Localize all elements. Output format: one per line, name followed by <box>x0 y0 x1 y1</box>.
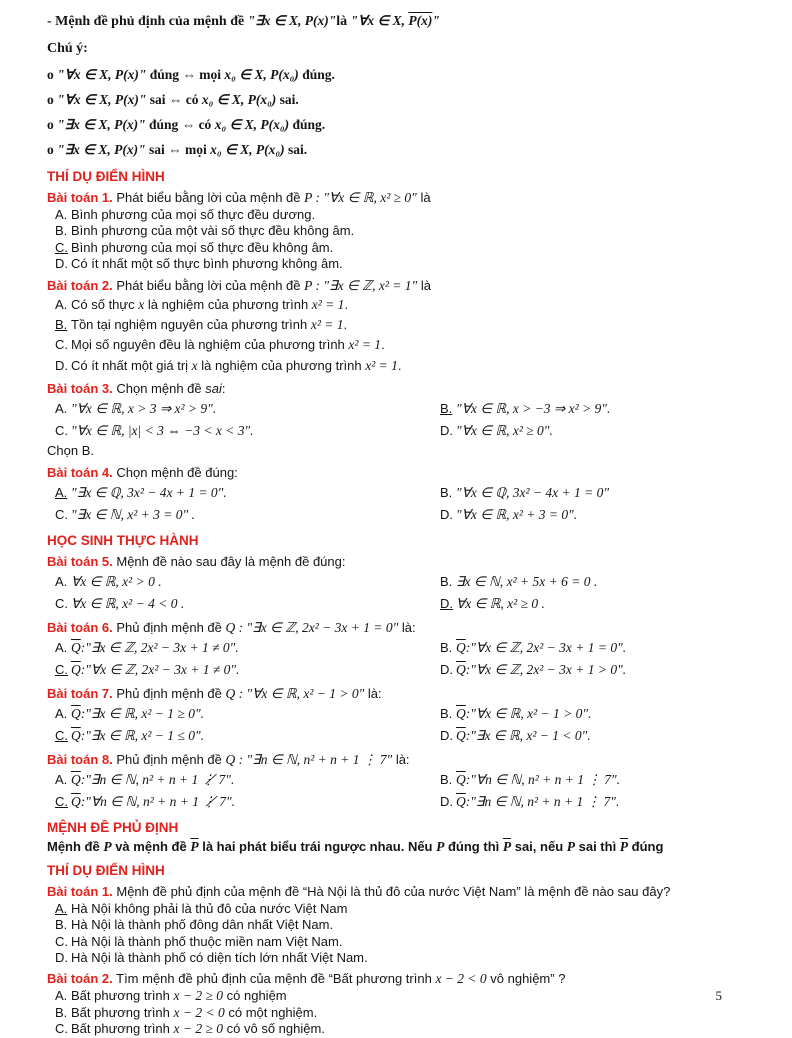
problem-2-label: Bài toán 2. <box>47 277 113 293</box>
problem-8-math: Q : "∃n ∈ ℕ, n² + n + 1 ⋮ 7" <box>225 752 393 768</box>
option-d <box>440 725 748 747</box>
option-text: Hà Nội là thành phố có diện tích lớn nhất Việt Nam. <box>71 949 368 965</box>
problem-7-text: Phủ định mệnh đề <box>112 686 226 702</box>
problem-10-tail: vô nghiệm” ? <box>486 971 566 987</box>
problem-8-options <box>47 769 748 813</box>
problem-2-text: Phát biểu bằng lời của mệnh đề <box>112 277 305 293</box>
problem-3-text: Chọn mệnh đề <box>112 381 206 397</box>
option-math: ∀x ∈ ℝ, x² > 0 . <box>71 574 162 590</box>
note-bullet-2 <box>47 87 748 112</box>
option-a <box>55 571 440 593</box>
q-bar: $\overline{Q}$ <box>456 772 466 788</box>
option-letter: B. <box>440 772 453 788</box>
option-d <box>47 356 748 376</box>
option-math: x − 2 ≥ 0 <box>173 1021 224 1037</box>
iff-symbol: ⇔ <box>168 92 183 107</box>
para-text: đúng thì <box>444 839 503 855</box>
option-math: "∀x ∈ ℝ, x² + 3 = 0". <box>456 507 578 523</box>
para-text: sai thì <box>575 839 620 855</box>
option-math: x − 2 < 0 <box>173 1004 225 1020</box>
problem-6-text: Phủ định mệnh đề <box>112 620 226 636</box>
quantifier-word: có <box>198 117 212 132</box>
p-var: P <box>436 839 445 855</box>
q-bar: $\overline{Q}$ <box>71 640 81 656</box>
option-d <box>47 950 748 966</box>
option-text: Bất phương trình <box>71 1004 174 1020</box>
problem-2-title <box>47 276 748 295</box>
problem-1-math: P : "∀x ∈ ℝ, x² ≥ 0" <box>304 190 417 205</box>
problem-2-math: P : "∃x ∈ ℤ, x² = 1" <box>304 277 418 293</box>
problem-1-options <box>47 207 748 273</box>
problem-1-tail: là <box>416 190 431 205</box>
option-d <box>440 791 748 813</box>
q-bar: $\overline{Q}$ <box>71 794 81 810</box>
option-math <box>456 706 591 721</box>
option-text: . <box>397 357 402 373</box>
q-bar: $\overline{Q}$ <box>456 640 466 656</box>
option-letter: C. <box>55 662 68 678</box>
note-heading: Chú ý: <box>47 41 88 56</box>
option-math-rest: :"∀x ∈ ℝ, x² − 1 > 0". <box>465 706 592 722</box>
bullet-marker: o <box>47 142 54 157</box>
option-math: x <box>191 357 198 373</box>
p-var: P <box>566 839 575 855</box>
truth-word: sai. <box>279 92 299 107</box>
math-statement: "∀x ∈ X, P(x)" <box>57 92 147 107</box>
truth-word: sai. <box>287 142 308 157</box>
q-bar: $\overline{Q}$ <box>71 706 81 722</box>
option-text: Bất phương trình <box>71 988 174 1004</box>
option-math: "∀x ∈ ℝ, x > −3 ⇒ x² > 9". <box>456 401 611 417</box>
option-c-correct <box>55 725 440 747</box>
option-b <box>47 1005 748 1021</box>
problem-5-options <box>47 571 748 615</box>
option-b-correct <box>440 398 748 420</box>
option-letter: B. <box>55 223 68 239</box>
p-var: P <box>103 839 112 855</box>
q-bar: $\overline{Q}$ <box>456 794 466 810</box>
option-letter: B. <box>440 706 453 722</box>
option-d <box>440 504 748 526</box>
option-math: "∃x ∈ ℚ, 3x² − 4x + 1 = 0". <box>71 485 227 501</box>
problem-5-text: Mệnh đề nào sau đây là mệnh đề đúng: <box>112 554 346 570</box>
option-letter: D. <box>440 728 453 744</box>
truth-word: đúng. <box>302 67 335 82</box>
option-math: "∀x ∈ ℝ, x² ≥ 0". <box>456 423 553 439</box>
option-letter: D. <box>440 794 453 810</box>
option-text: Bình phương của mọi số thực đều dương. <box>71 207 316 222</box>
option-letter: C. <box>55 1021 68 1037</box>
option-letter: C. <box>55 933 68 949</box>
option-c <box>55 420 440 442</box>
intro-text: là <box>336 14 348 29</box>
problem-9-text: Mệnh đề phủ định của mệnh đề “Hà Nội là thủ đô của nước Việt Nam” là mệnh đề nào sau đây? <box>112 883 671 899</box>
problem-3-italic-word: sai <box>205 381 222 397</box>
truth-word: đúng <box>149 67 180 82</box>
option-letter: C. <box>55 239 68 255</box>
option-b <box>47 223 748 239</box>
problem-10-math: x − 2 < 0 <box>435 971 487 987</box>
problem-10-label: Bài toán 2. <box>47 971 113 987</box>
option-math: "∀x ∈ ℚ, 3x² − 4x + 1 = 0" <box>456 485 610 501</box>
option-text: Hà Nội là thành phố đông dân nhất Việt Nam. <box>71 917 334 933</box>
option-math <box>71 640 239 655</box>
quantifier-word: mọi <box>185 142 207 157</box>
problem-6-options <box>47 637 748 681</box>
truth-word: sai <box>149 92 166 107</box>
p-bar: $\overline{P}$ <box>619 839 629 855</box>
option-text: Hà Nội không phải là thủ đô của nước Việt Nam <box>71 900 348 916</box>
truth-word: sai <box>149 142 165 157</box>
option-math-rest: :"∀x ∈ ℤ, 2x² − 3x + 1 > 0". <box>465 662 627 678</box>
problem-8-tail: là: <box>392 752 410 768</box>
option-text: . <box>344 296 349 312</box>
option-math: "∃x ∈ ℕ, x² + 3 = 0" . <box>71 507 195 523</box>
option-math: x − 2 ≥ 0 <box>173 988 224 1004</box>
problem-1-title <box>47 188 748 207</box>
option-c-correct <box>55 659 440 681</box>
q-bar: $\overline{Q}$ <box>456 662 466 678</box>
option-text: Bình phương của một vài số thực đều không âm. <box>71 223 355 239</box>
option-letter: A. <box>55 706 68 722</box>
option-c <box>55 593 440 615</box>
option-math-rest: :"∀n ∈ ℕ, n² + n + 1 ⋮ 7". <box>465 772 621 788</box>
para-text: sai, nếu <box>511 839 567 855</box>
math-forall-statement: "∀x ∈ X, <box>350 13 409 28</box>
truth-word: đúng <box>149 117 179 132</box>
option-letter: A. <box>55 485 68 501</box>
option-letter: A. <box>55 401 68 417</box>
option-letter: B. <box>440 574 453 590</box>
quantifier-word: có <box>185 92 199 107</box>
option-math <box>71 794 235 809</box>
math-close-quote: " <box>432 13 440 28</box>
option-math <box>71 772 234 787</box>
section-heading-hoc-sinh-thuc-hanh: HỌC SINH THỰC HÀNH <box>47 533 199 549</box>
option-math: x² = 1 <box>310 317 344 333</box>
option-c <box>47 934 748 950</box>
option-math: x² = 1 <box>365 357 398 373</box>
problem-10-title <box>47 969 748 988</box>
note-bullet-1 <box>47 62 748 87</box>
intro-text: - Mệnh đề phủ định của mệnh đề <box>47 14 248 29</box>
bullet-marker: o <box>47 117 54 132</box>
para-text: đúng <box>628 839 664 855</box>
option-text: Có số thực <box>71 296 139 312</box>
option-b <box>440 769 748 791</box>
math-overline-px: P(x) <box>408 13 433 28</box>
para-text: và mệnh đề <box>111 839 191 855</box>
option-letter: B. <box>440 640 453 656</box>
option-text: có nghiệm <box>223 988 287 1004</box>
problem-2-tail: là <box>417 277 431 293</box>
option-math-rest: :"∀x ∈ ℤ, 2x² − 3x + 1 ≠ 0". <box>80 662 240 678</box>
option-letter: A. <box>55 772 68 788</box>
problem-10-options <box>47 988 748 1037</box>
option-math <box>456 640 626 655</box>
option-a <box>47 207 748 223</box>
option-letter: C. <box>55 596 68 612</box>
option-b <box>440 637 748 659</box>
option-math-rest: :"∃n ∈ ℕ, n² + n + 1 ⋮̸ 7". <box>80 772 235 788</box>
problem-10-text: Tìm mệnh đề phủ định của mệnh đề “Bất phương trình <box>112 971 436 987</box>
option-math-rest: :"∃x ∈ ℝ, x² − 1 < 0". <box>465 728 591 744</box>
option-letter: A. <box>55 640 68 656</box>
math-statement: "∃x ∈ X, P(x)" <box>57 117 146 132</box>
problem-9-title <box>47 882 748 901</box>
math-instance: x₀ ∈ X, P(x₀) <box>201 92 277 107</box>
option-b <box>47 917 748 933</box>
math-statement: "∀x ∈ X, P(x)" <box>57 67 147 82</box>
option-letter: B. <box>55 917 68 933</box>
option-letter: C. <box>55 507 68 523</box>
option-text: có vô số nghiệm. <box>223 1021 325 1037</box>
math-instance: x₀ ∈ X, P(x₀) <box>214 117 290 132</box>
option-d <box>440 659 748 681</box>
problem-6-label: Bài toán 6. <box>47 620 113 636</box>
option-text: Mọi số nguyên đều là nghiệm của phương trình <box>71 337 349 353</box>
q-bar: $\overline{Q}$ <box>71 662 81 678</box>
option-text: Có ít nhất một giá trị <box>71 357 192 373</box>
option-letter: D. <box>440 662 453 678</box>
option-math <box>71 706 204 721</box>
option-math <box>456 728 591 743</box>
option-text: có một nghiệm. <box>224 1004 318 1020</box>
option-math <box>71 728 204 743</box>
para-text: Mệnh đề <box>47 839 104 855</box>
iff-symbol: ⇔ <box>182 67 196 82</box>
problem-7-tail: là: <box>364 686 382 702</box>
chosen-answer-note: Chọn B. <box>47 443 94 459</box>
option-math-rest: :"∃n ∈ ℕ, n² + n + 1 ⋮ 7". <box>465 794 620 810</box>
option-text: Tồn tại nghiệm nguyên của phương trình <box>71 317 311 333</box>
option-text: . <box>381 337 385 353</box>
option-math: "∀x ∈ ℝ, x > 3 ⇒ x² > 9". <box>71 401 217 417</box>
problem-5-title <box>47 552 748 571</box>
problem-3-options <box>47 398 748 442</box>
problem-5-label: Bài toán 5. <box>47 554 113 570</box>
problem-7-title <box>47 684 748 703</box>
option-math: "∀x ∈ ℝ, |x| < 3 ⇔ −3 < x < 3". <box>71 423 254 439</box>
q-bar: $\overline{Q}$ <box>71 772 81 788</box>
option-letter: D. <box>55 256 68 272</box>
option-math-rest: :"∃x ∈ ℝ, x² − 1 ≥ 0". <box>80 706 204 722</box>
option-letter: B. <box>55 317 68 333</box>
problem-7-math: Q : "∀x ∈ ℝ, x² − 1 > 0" <box>225 686 365 702</box>
problem-7-label: Bài toán 7. <box>47 686 113 702</box>
problem-4-label: Bài toán 4. <box>47 465 113 481</box>
option-math-rest: :"∃x ∈ ℝ, x² − 1 ≤ 0". <box>80 728 204 744</box>
negation-definition-paragraph <box>47 838 748 856</box>
section-heading-menh-de-phu-dinh: MỆNH ĐỀ PHỦ ĐỊNH <box>47 820 179 836</box>
option-d-correct <box>440 593 748 615</box>
q-bar: $\overline{Q}$ <box>456 728 466 744</box>
problem-6-title <box>47 618 748 637</box>
option-a-correct <box>55 482 440 504</box>
option-math: ∀x ∈ ℝ, x² − 4 < 0 . <box>71 596 185 612</box>
problem-7-options <box>47 703 748 747</box>
option-math <box>456 794 619 809</box>
option-math: x² = 1 <box>311 296 345 312</box>
option-a <box>47 295 748 315</box>
bullet-marker: o <box>47 92 54 107</box>
problem-8-label: Bài toán 8. <box>47 752 113 768</box>
option-math: ∀x ∈ ℝ, x² ≥ 0 . <box>456 596 545 612</box>
option-letter: C. <box>55 337 68 353</box>
option-letter: D. <box>55 357 68 373</box>
option-a <box>47 988 748 1004</box>
problem-9-label: Bài toán 1. <box>47 883 113 899</box>
option-math <box>456 662 626 677</box>
option-c-correct <box>47 240 748 256</box>
option-b <box>440 571 748 593</box>
problem-4-options <box>47 482 748 526</box>
q-bar: $\overline{Q}$ <box>71 728 81 744</box>
option-letter: A. <box>55 988 68 1004</box>
problem-9-options <box>47 901 748 967</box>
option-text: là nghiệm của phương trình <box>197 357 366 373</box>
option-text: Có ít nhất một số thực bình phương không âm. <box>71 256 343 272</box>
option-math-rest: :"∀n ∈ ℕ, n² + n + 1 ⋮̸ 7". <box>80 794 236 810</box>
note-bullet-3 <box>47 112 748 137</box>
option-math <box>456 772 620 787</box>
option-text: Hà Nội là thành phố thuộc miền nam Việt Nam. <box>71 933 343 949</box>
p-bar: $\overline{P}$ <box>502 839 512 855</box>
problem-6-math: Q : "∃x ∈ ℤ, 2x² − 3x + 1 = 0" <box>225 620 399 636</box>
option-a <box>55 637 440 659</box>
option-math: ∃x ∈ ℕ, x² + 5x + 6 = 0 . <box>456 574 598 590</box>
option-b <box>440 703 748 725</box>
quantifier-word: mọi <box>199 67 222 82</box>
problem-1-label: Bài toán 1. <box>47 190 113 205</box>
math-instance: x₀ ∈ X, P(x₀) <box>210 142 285 157</box>
problem-3-title <box>47 379 748 398</box>
option-a <box>55 703 440 725</box>
option-letter: B. <box>440 401 453 417</box>
page-number: 5 <box>715 988 722 1003</box>
math-exists-statement: "∃x ∈ X, P(x)" <box>247 13 337 28</box>
option-letter: D. <box>55 949 68 965</box>
option-d <box>440 420 748 442</box>
problem-3-tail: : <box>221 381 226 397</box>
option-text: Bất phương trình <box>71 1021 174 1037</box>
section-heading-thi-du-dien-hinh-2: THÍ DỤ ĐIỂN HÌNH <box>47 862 165 878</box>
option-c <box>47 335 748 355</box>
option-text: Bình phương của mọi số thực đều không âm. <box>71 239 334 255</box>
option-math: x <box>138 296 145 312</box>
option-math: x² = 1 <box>348 337 382 353</box>
problem-1-text: Phát biểu bằng lời của mệnh đề <box>112 190 305 205</box>
option-a <box>55 769 440 791</box>
option-letter: A. <box>55 574 68 590</box>
option-letter: A. <box>55 900 68 916</box>
option-letter: C. <box>55 728 68 744</box>
note-bullet-4 <box>47 137 748 162</box>
option-d <box>47 256 748 272</box>
problem-3-label: Bài toán 3. <box>47 381 113 397</box>
option-letter: B. <box>440 485 453 501</box>
option-math-rest: :"∃x ∈ ℤ, 2x² − 3x + 1 ≠ 0". <box>80 640 239 656</box>
option-b <box>440 482 748 504</box>
problem-4-text: Chọn mệnh đề đúng: <box>112 465 238 481</box>
option-c-correct <box>55 791 440 813</box>
intro-negation-line <box>47 11 748 32</box>
option-letter: B. <box>55 1004 68 1020</box>
option-letter: D. <box>440 596 453 612</box>
para-text: là hai phát biểu trái ngược nhau. Nếu <box>198 839 437 855</box>
q-bar: $\overline{Q}$ <box>456 706 466 722</box>
option-letter: C. <box>55 423 68 439</box>
option-letter: A. <box>55 207 68 222</box>
math-instance: x₀ ∈ X, P(x₀) <box>224 67 299 82</box>
problem-6-tail: là: <box>398 620 416 636</box>
problem-2-options <box>47 295 748 377</box>
option-a <box>55 398 440 420</box>
option-math-rest: :"∀x ∈ ℤ, 2x² − 3x + 1 = 0". <box>465 640 627 656</box>
option-letter: D. <box>440 507 453 523</box>
option-text: là nghiệm của phương trình <box>144 296 312 312</box>
option-letter: A. <box>55 296 68 312</box>
option-text: . <box>343 317 348 333</box>
p-bar: $\overline{P}$ <box>190 839 199 855</box>
option-letter: D. <box>440 423 453 439</box>
problem-8-text: Phủ định mệnh đề <box>112 752 226 768</box>
option-a-correct <box>47 901 748 917</box>
math-statement: "∃x ∈ X, P(x)" <box>57 142 146 157</box>
bullet-marker: o <box>47 67 54 82</box>
iff-symbol: ⇔ <box>181 117 196 132</box>
problem-4-title <box>47 463 748 482</box>
iff-symbol: ⇔ <box>168 142 182 157</box>
section-heading-thi-du-dien-hinh: THÍ DỤ ĐIỂN HÌNH <box>47 169 165 184</box>
truth-word: đúng. <box>292 117 326 132</box>
option-letter: C. <box>55 794 68 810</box>
problem-8-title <box>47 750 748 769</box>
option-b-correct <box>47 315 748 335</box>
option-math <box>71 662 239 677</box>
option-c <box>55 504 440 526</box>
